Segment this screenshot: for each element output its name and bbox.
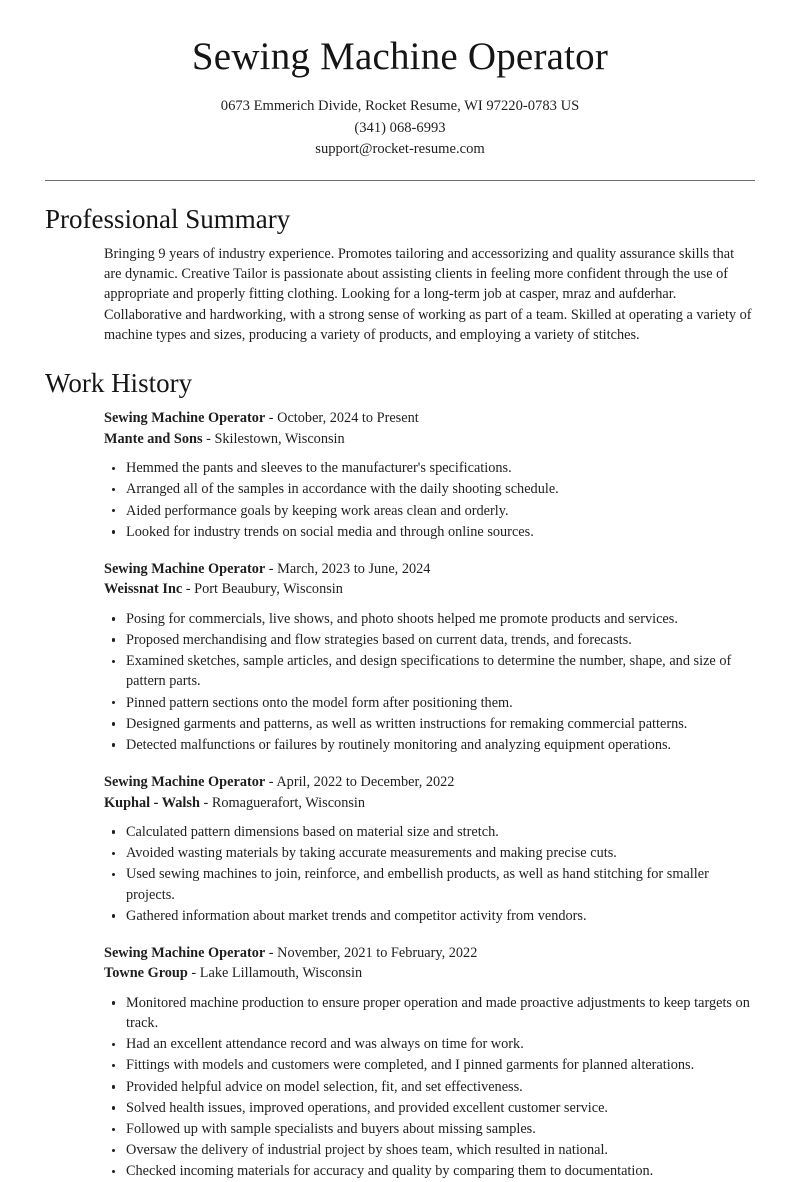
job-bullet: Posing for commercials, live shows, and photo shoots helped me promote products and services. — [104, 609, 755, 629]
job-title-line — [104, 943, 755, 963]
job-bullet: Fittings with models and customers were completed, and I pinned garments for planned alterations. — [104, 1055, 755, 1075]
section-professional-summary — [0, 203, 800, 345]
job-bullet-list — [104, 822, 755, 926]
job-company-line — [104, 963, 755, 983]
job-bullet: Calculated pattern dimensions based on material size and stretch. — [104, 822, 755, 842]
job-bullet: Used sewing machines to join, reinforce, and embellish products, as well as hand stitching for smaller projects. — [104, 864, 755, 904]
job-dates: October, 2024 to Present — [277, 410, 419, 427]
job-company-separator: - — [182, 581, 195, 598]
work-history-heading: Work History — [45, 367, 193, 398]
job-company: Towne Group — [104, 965, 188, 982]
job-title-separator: - — [265, 410, 278, 427]
work-history-entry — [104, 772, 755, 926]
job-dates: November, 2021 to February, 2022 — [277, 945, 478, 961]
job-company-separator: - — [202, 430, 215, 447]
job-dates: April, 2022 to December, 2022 — [276, 774, 455, 791]
job-bullet: Provided helpful advice on model selection, fit, and set effectiveness. — [104, 1077, 755, 1097]
job-bullet: Proposed merchandising and flow strategies based on current data, trends, and forecasts. — [104, 630, 755, 650]
job-bullet: Aided performance goals by keeping work areas clean and orderly. — [104, 501, 755, 521]
job-company: Weissnat Inc — [104, 581, 183, 598]
job-bullet: Arranged all of the samples in accordance with the daily shooting schedule. — [104, 479, 755, 499]
job-bullet: Monitored machine production to ensure proper operation and made proactive adjustments to keep targets on track. — [104, 993, 755, 1033]
job-bullet-list — [104, 609, 755, 755]
job-title-separator: - — [265, 774, 277, 791]
job-dates: March, 2023 to June, 2024 — [277, 560, 431, 577]
header-divider — [45, 180, 755, 181]
job-bullet: Solved health issues, improved operations, and provided excellent customer service. — [104, 1098, 755, 1118]
job-title-line — [104, 559, 755, 579]
job-bullet: Detected malfunctions or failures by routinely monitoring and analyzing equipment operations. — [104, 735, 755, 755]
job-bullet: Looked for industry trends on social media and through online sources. — [104, 522, 755, 542]
job-bullet: Examined sketches, sample articles, and design specifications to determine the number, shape, and size of pattern parts. — [104, 651, 755, 691]
job-company: Kuphal - Walsh — [104, 794, 200, 811]
job-company: Mante and Sons — [104, 430, 203, 447]
job-bullet: Had an excellent attendance record and was always on time for work. — [104, 1034, 755, 1054]
contact-address: 0673 Emmerich Divide, Rocket Resume, WI 97220-0783 US — [220, 98, 580, 115]
job-company-line — [104, 579, 755, 599]
job-title-line — [104, 408, 755, 428]
job-company-line — [104, 429, 755, 449]
resume-header — [0, 0, 800, 161]
job-title: Sewing Machine Operator — [104, 945, 266, 961]
summary-heading: Professional Summary — [45, 203, 291, 234]
job-location: Port Beaubury, Wisconsin — [194, 581, 343, 598]
work-history-entry — [104, 559, 755, 755]
contact-phone: (341) 068-6993 — [354, 119, 446, 136]
work-history-body — [45, 408, 755, 1181]
job-bullet-list — [104, 993, 755, 1182]
job-bullet: Oversaw the delivery of industrial project by shoes team, which resulted in national. — [104, 1140, 755, 1160]
work-history-entry — [104, 943, 755, 1182]
job-title-separator: - — [265, 560, 278, 577]
summary-text: Bringing 9 years of industry experience. Promotes tailoring and accessorizing and quality assurance skills that are dynamic. Creative Tailor is passionate about assisting clients in feeling more confident through the use of appropriate and properly fitting clothing. Looking for a long-term job at casper, mraz and aufderhar. Collaborative and hardworking, with a strong sense of working as part of a team. Skilled at operating a variety of machine types and sizes, producing a variety of products, and employing a variety of stitches. — [104, 245, 752, 343]
job-title-separator: - — [265, 945, 278, 961]
job-location: Romaguerafort, Wisconsin — [211, 794, 366, 811]
job-bullet: Hemmed the pants and sleeves to the manufacturer's specifications. — [104, 458, 755, 478]
job-bullet: Pinned pattern sections onto the model form after positioning them. — [104, 693, 755, 713]
job-company-separator: - — [199, 794, 212, 811]
job-title-line — [104, 772, 755, 792]
summary-body — [45, 244, 755, 345]
job-bullet: Checked incoming materials for accuracy and quality by comparing them to documentation. — [104, 1161, 755, 1181]
job-company-line — [104, 793, 755, 813]
job-company-separator: - — [187, 965, 200, 982]
job-title: Sewing Machine Operator — [104, 410, 266, 427]
section-work-history — [0, 367, 800, 1182]
job-bullet: Designed garments and patterns, as well as written instructions for remaking commercial patterns. — [104, 714, 755, 734]
job-title: Sewing Machine Operator — [104, 774, 266, 791]
job-bullet: Gathered information about market trends and competitor activity from vendors. — [104, 906, 755, 926]
job-bullet-list — [104, 458, 755, 542]
page-title: Sewing Machine Operator — [191, 35, 609, 78]
contact-email: support@rocket-resume.com — [315, 141, 485, 158]
job-bullet: Avoided wasting materials by taking accurate measurements and making precise cuts. — [104, 843, 755, 863]
job-bullet: Followed up with sample specialists and buyers about missing samples. — [104, 1119, 755, 1139]
work-history-entry — [104, 408, 755, 542]
job-location: Skilestown, Wisconsin — [214, 430, 345, 447]
job-title: Sewing Machine Operator — [104, 560, 266, 577]
job-location: Lake Lillamouth, Wisconsin — [199, 965, 363, 982]
